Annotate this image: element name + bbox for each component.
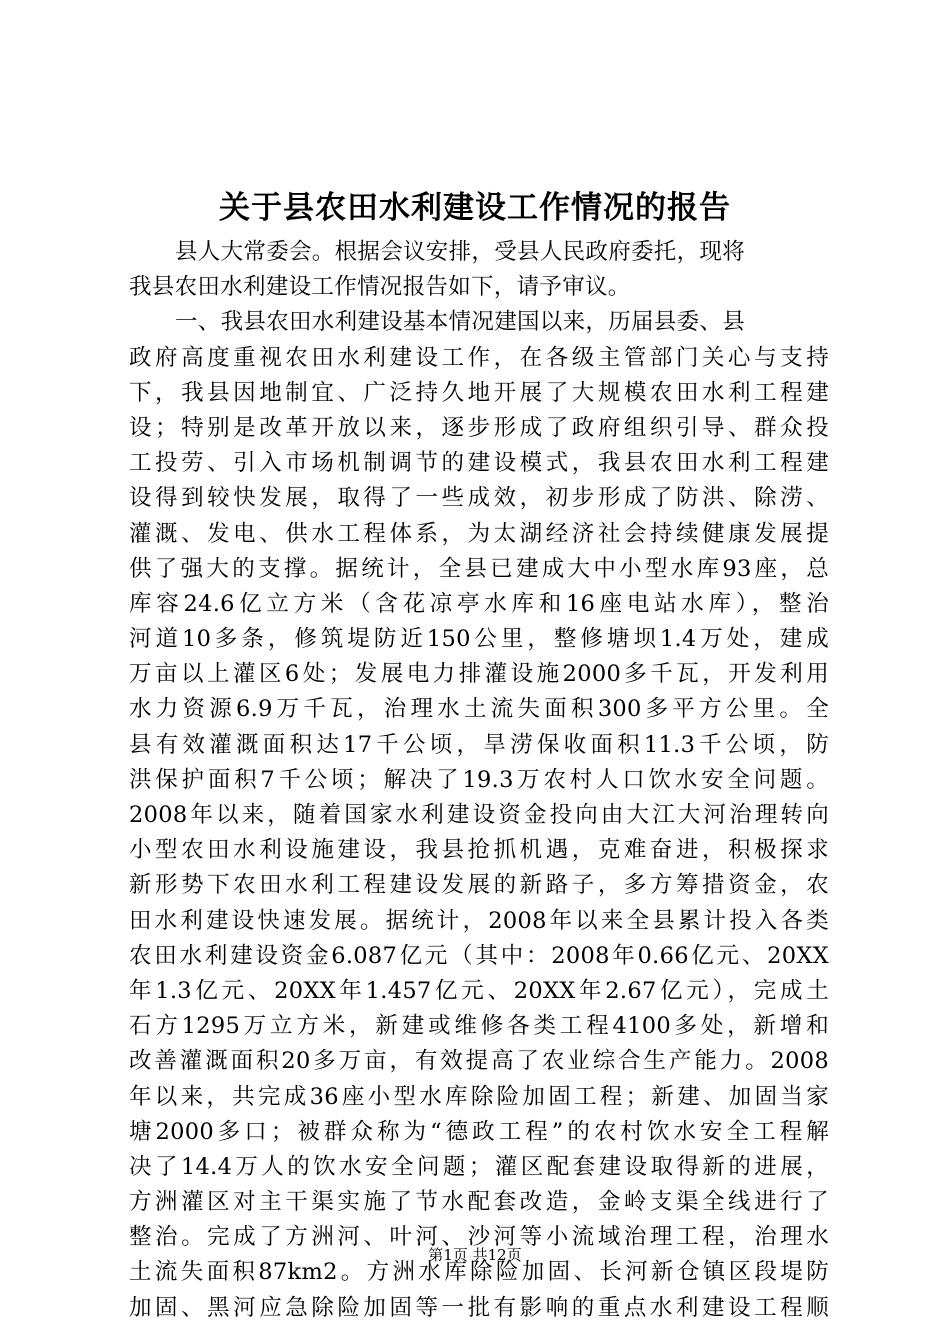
text-line: 政府高度重视农田水利建设工作，在各级主管部门关心与支持 <box>129 344 829 371</box>
text-line: 加固、黑河应急除险加固等一批有影响的重点水利建设工程顺 <box>129 1294 829 1321</box>
text-line: 水力资源6.9万千瓦，治理水土流失面积300多平方公里。全 <box>129 696 829 723</box>
text-line: 改善灌溉面积20多万亩，有效提高了农业综合生产能力。2008 <box>129 1048 829 1075</box>
text-line: 下，我县因地制宜、广泛持久地开展了大规模农田水利工程建 <box>129 379 829 406</box>
text-line: 县人大常委会。根据会议安排，受县人民政府委托，现将 <box>175 239 746 265</box>
text-line: 新形势下农田水利工程建设发展的新路子，多方筹措资金，农 <box>129 872 829 899</box>
text-line: 万亩以上灌区6处；发展电力排灌设施2000多千瓦，开发利用 <box>129 661 829 688</box>
text-line: 年以来，共完成36座小型水库除险加固工程；新建、加固当家 <box>129 1083 829 1110</box>
text-line: 塘2000多口；被群众称为“德政工程”的农村饮水安全工程解 <box>129 1118 829 1145</box>
text-line: 农田水利建设资金6.087亿元（其中：2008年0.66亿元、20XX <box>129 942 829 969</box>
text-line: 年1.3亿元、20XX年1.457亿元、20XX年2.67亿元），完成土 <box>129 977 829 1004</box>
text-line: 洪保护面积7千公顷；解决了19.3万农村人口饮水安全问题。 <box>129 766 829 793</box>
text-line: 灌溉、发电、供水工程体系，为太湖经济社会持续健康发展提 <box>129 520 829 547</box>
document-title: 关于县农田水利建设工作情况的报告 <box>219 190 731 226</box>
text-line: 供了强大的支撑。据统计，全县已建成大中小型水库93座，总 <box>129 555 829 582</box>
text-line: 决了14.4万人的饮水安全问题；灌区配套建设取得新的进展， <box>129 1153 829 1180</box>
page-footer: 第1页 共12页 <box>428 1246 522 1264</box>
text-line: 石方1295万立方米，新建或维修各类工程4100多处，新增和 <box>129 1013 829 1040</box>
text-line: 小型农田水利设施建设，我县抢抓机遇，克难奋进，积极探求 <box>129 837 829 864</box>
text-line: 一、我县农田水利建设基本情况建国以来，历届县委、县 <box>175 309 746 336</box>
text-line: 田水利建设快速发展。据统计，2008年以来全县累计投入各类 <box>129 907 829 934</box>
text-line: 河道10多条，修筑堤防近150公里，整修塘坝1.4万处，建成 <box>129 626 829 653</box>
text-line: 我县农田水利建设工作情况报告如下，请予审议。 <box>129 274 631 301</box>
text-line: 土流失面积87km2。方洲水库除险加固、长河新仓镇区段堤防 <box>129 1259 829 1286</box>
text-line: 设；特别是改革开放以来，逐步形成了政府组织引导、群众投 <box>129 414 829 441</box>
document-body <box>129 235 829 1326</box>
text-line: 方洲灌区对主干渠实施了节水配套改造，金岭支渠全线进行了 <box>129 1189 829 1216</box>
text-line: 2008年以来，随着国家水利建设资金投向由大江大河治理转向 <box>129 802 829 828</box>
text-line: 工投劳、引入市场机制调节的建设模式，我县农田水利工程建 <box>129 450 829 477</box>
text-line: 县有效灌溉面积达17千公顷，旱涝保收面积11.3千公顷，防 <box>129 731 829 758</box>
text-line: 库容24.6亿立方米（含花凉亭水库和16座电站水库），整治 <box>129 590 829 617</box>
text-line: 设得到较快发展，取得了一些成效，初步形成了防洪、除涝、 <box>129 485 829 512</box>
text-line: 整治。完成了方洲河、叶河、沙河等小流域治理工程，治理水 <box>129 1224 829 1251</box>
